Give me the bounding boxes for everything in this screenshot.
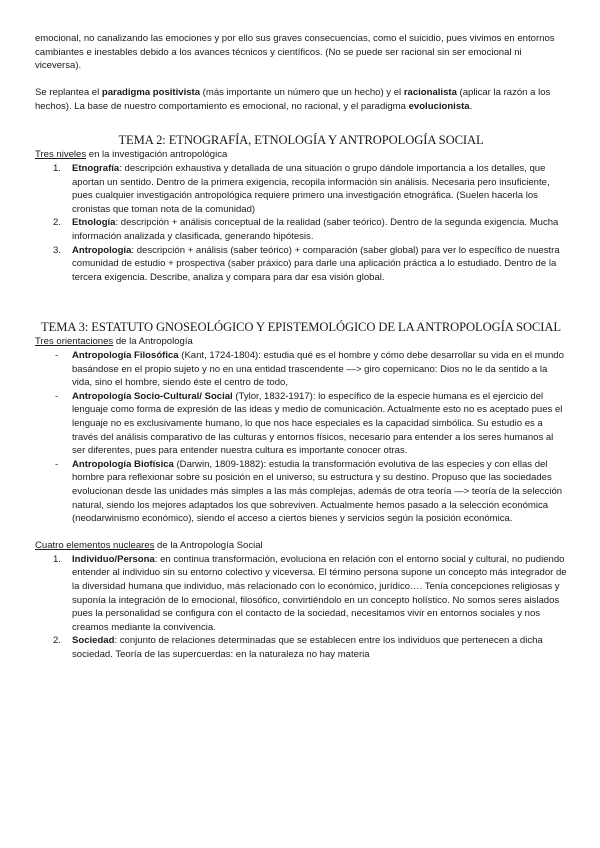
list-item-text: : en continua transformación, evoluciona en relación con el entorno social y cultural, no pudiendo entender al individuo sin su entorno colectivo y viceversa. El término persona supone un concepto más integrador de la diversidad humana que individuo, más relacionado con lo económico, jurídico…. Tenía concepciones religiosas y suponía la integración de lo emocional, filosófico, convirtiéndolo en un concepto holístico. No somos seres aislados pues la personalidad se configura con el contacto de la sociedad, necesitamos vivir en entornos sociales y nos creamos mediante la convivencia. — [72, 553, 567, 633]
list-item — [35, 634, 567, 661]
bold-term: Etnología — [72, 217, 116, 229]
list-item-text: : descripción exhaustiva y detallada de una situación o grupo dándole importancia a los detalles, que aportan un sentido. Dentro de la primera exigencia, recopila información sin análisis. Necesaria pero insuficiente, pues cualquier investigación antropológica requiere primero una investigación etnográfica. (Suelen hacerla los cronistas que toman nota de la comunidad) — [72, 163, 550, 215]
list-number: 2. — [53, 217, 61, 229]
numbered-list — [35, 162, 567, 284]
text-run: en la investigación antropológica — [86, 149, 228, 161]
underlined-label: Tres orientaciones — [35, 336, 114, 348]
text-run: . — [469, 100, 473, 112]
numbered-list — [35, 553, 567, 662]
text-run: de la Antropología Social — [154, 540, 263, 552]
bold-term: racionalista — [403, 87, 457, 99]
bold-term: Etnografía — [72, 163, 120, 175]
list-number: 2. — [53, 635, 61, 647]
list-item — [35, 553, 567, 635]
list-item — [35, 162, 567, 216]
list-dash: - — [55, 390, 59, 402]
bold-term: evolucionista — [408, 100, 470, 112]
bold-term: Antropología Biofísica — [72, 458, 174, 470]
text-run: Se replantea el — [35, 87, 102, 99]
list-item — [35, 244, 567, 285]
bold-term: Sociedad — [72, 635, 115, 647]
bold-term: Antropología — [72, 244, 132, 256]
intro-paragraph: emocional, no canalizando las emociones y por ello sus graves consecuencias, como el suicidio, pues vivimos en entornos cambiantes e inestables debido a los avances técnicos y científicos. (No se puede ser racional sin ser emocional ni viceversa). — [35, 33, 555, 72]
underlined-label: Tres niveles — [35, 149, 87, 161]
subheading — [35, 539, 567, 553]
dash-list — [35, 349, 567, 526]
list-number: 1. — [53, 553, 61, 565]
list-item — [35, 390, 567, 458]
paradigm-paragraph — [35, 86, 567, 113]
list-item — [35, 216, 567, 243]
list-item-text: : conjunto de relaciones determinadas que se establecen entre los individuos que pertenecen a dicha sociedad. Teoría de las supercuerdas: en la naturaleza no hay materia — [72, 635, 543, 660]
list-item-text: : descripción + análisis conceptual de la realidad (saber teórico). Dentro de la segunda exigencia. Mucha información analizada y clasificada, generando hipótesis. — [72, 217, 559, 243]
text-run: (aplicar la razón a los hechos). La base de nuestro comportamiento es emocional, no racional, y el paradigma — [35, 87, 551, 112]
list-dash: - — [55, 350, 59, 361]
bold-term: Antropología Socio-Cultural/ Social — [72, 390, 233, 402]
bold-term: Individuo/Persona — [72, 553, 155, 565]
bold-term: Antropología Filosófica — [72, 350, 179, 361]
text-run: de la Antropología — [113, 336, 193, 348]
underlined-label: Cuatro elementos nucleares — [35, 540, 155, 552]
list-number: 1. — [53, 163, 61, 175]
bold-term: paradigma positivista — [101, 87, 201, 99]
list-item — [35, 349, 567, 390]
list-item-text: (Darwin, 1809-1882): estudia la transformación evolutiva de las especies y con ellas del hombre para reflexionar sobre su posición en el universo, su estructura y su destino. Propuso que las sociedades evolucionan desde las unidades más simples a las más complejas, además de otra teoría —> teoría de la selección natural, siendo los mejores adaptados los que sobreviven. Actualmente hemos pasado a la selección económica (neodarwinismo económico), siendo el acceso a ciertos bienes y servicios según la posición económica. — [72, 458, 563, 525]
section-heading-tema2: TEMA 2: ETNOGRAFÍA, ETNOLOGÍA Y ANTROPOLOGÍA SOCIAL — [118, 133, 484, 148]
section-heading-tema3: TEMA 3: ESTATUTO GNOSEOLÓGICO Y EPISTEMOLÓGICO DE LA ANTROPOLOGÍA SOCIAL — [41, 320, 561, 335]
document-page — [35, 32, 567, 662]
list-item-text: (Tylor, 1832-1917): lo específico de la especie humana es el ejercicio del lenguaje como forma de expresión de las ideas y medio de comunicación. Actualmente esto no es aceptado pues el lenguaje no es exclusivamente humano, lo que nos hace especiales es la capacidad simbólica. Su estudio es a través del análisis comparativo de las culturas y entornos físicos, necesario para entender a los seres humanos al ser diferentes, pues para entender nuestra cultura es importante conocer otras. — [72, 390, 563, 457]
list-number: 3. — [53, 244, 61, 256]
list-item — [35, 458, 567, 526]
list-item-text: : descripción + análisis (saber teórico) + comparación (saber global) para ver lo específico de nuestra comunidad de estudio + prospectiva (saber práxico) para darle una aplicación práctica a lo estudiado. Dentro de la tercera exigencia. Describe, analiza y compara para dar esa visión global. — [72, 244, 560, 283]
text-run: (más importante un número que un hecho) y el — [200, 87, 404, 99]
list-item-text: (Kant, 1724-1804): estudia qué es el hombre y cómo debe desarrollar su vida en el mundo basándose en el propio sujeto y no en una entidad trascendente —> giro copernicano: Dios no le da sentido a la vida, sino el hombre, siendo éste el centro de todo, — [72, 350, 564, 389]
list-dash: - — [55, 458, 59, 470]
subheading — [35, 148, 567, 162]
subheading — [35, 335, 567, 349]
